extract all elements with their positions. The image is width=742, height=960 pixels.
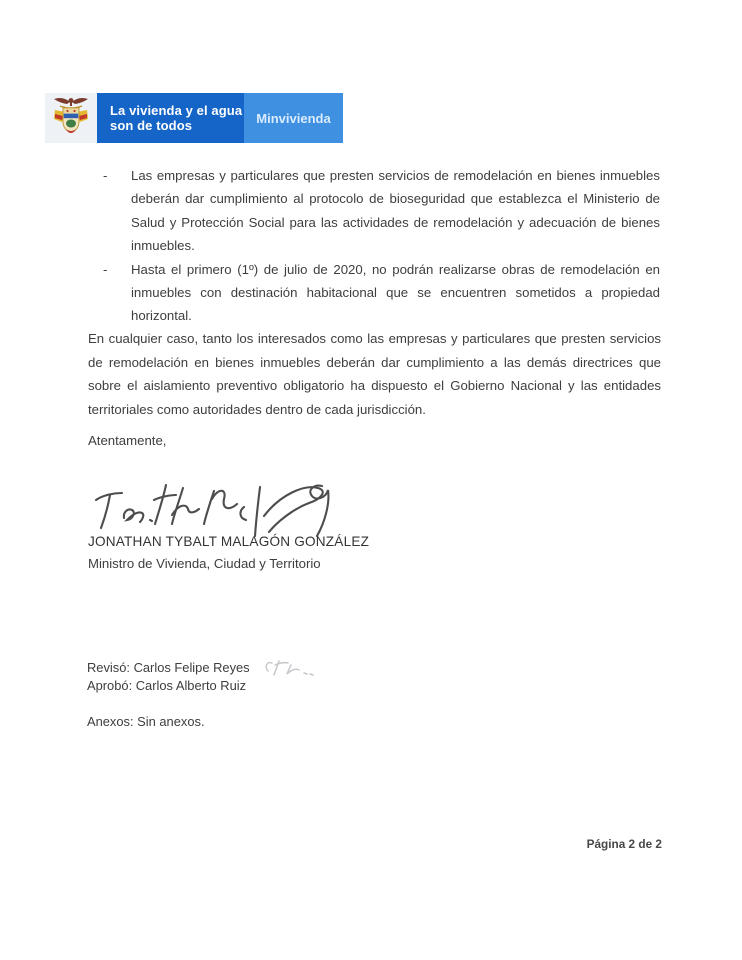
signer-name: JONATHAN TYBALT MALAGÓN GONZÁLEZ [88, 534, 370, 549]
bullet-marker: - [103, 261, 108, 277]
page-number: Página 2 de 2 [586, 837, 662, 851]
colombia-coat-of-arms-icon [45, 93, 97, 143]
ministry-slogan [97, 93, 244, 143]
slogan-line-1: La vivienda y el agua [110, 103, 243, 118]
annexes-line: Anexos: Sin anexos. [87, 714, 205, 729]
reviewer-initials-image [260, 657, 316, 679]
brand-label: Minvivienda [256, 110, 331, 126]
reviewed-by-line [87, 655, 316, 679]
closing-salutation: Atentamente, [88, 433, 167, 448]
slogan-line-2: son de todos [110, 118, 193, 133]
bullet-marker: - [103, 168, 108, 183]
bullet-text: Las empresas y particulares que presten servicios de remodelación en bienes inmuebles deberán dar cumplimiento al protocolo de bioseguridad que establezca el Ministerio de Salud y Protección Social para las actividades de remodelación y adecuación de bienes inmuebles. [131, 168, 660, 254]
list-item [103, 258, 660, 328]
ministry-brand [244, 93, 343, 143]
approved-by-line: Aprobó: Carlos Alberto Ruiz [87, 678, 247, 693]
bullet-text: Hasta el primero (1º) de julio de 2020, no podrán realizarse obras de remodelación en inmuebles con destinación habitacional que se encuentren sometidos a propiedad horizontal. [131, 261, 660, 324]
list-item [103, 164, 660, 258]
bullet-list [103, 164, 660, 328]
signature-image [88, 476, 340, 542]
reviewed-by-text: Revisó: Carlos Felipe Reyes [87, 659, 250, 675]
signer-title: Ministro de Vivienda, Ciudad y Territorio [88, 556, 321, 571]
ministry-logo-banner [45, 93, 343, 143]
body-paragraph: En cualquier caso, tanto los interesados como las empresas y particulares que presten servicios de remodelación en bienes inmuebles deberán dar cumplimiento a las demás directrices que sobre el aislamiento preventivo obligatorio ha dispuesto el Gobierno Nacional y las entidades territoriales como autoridades dentro de cada jurisdicción. [88, 331, 661, 417]
